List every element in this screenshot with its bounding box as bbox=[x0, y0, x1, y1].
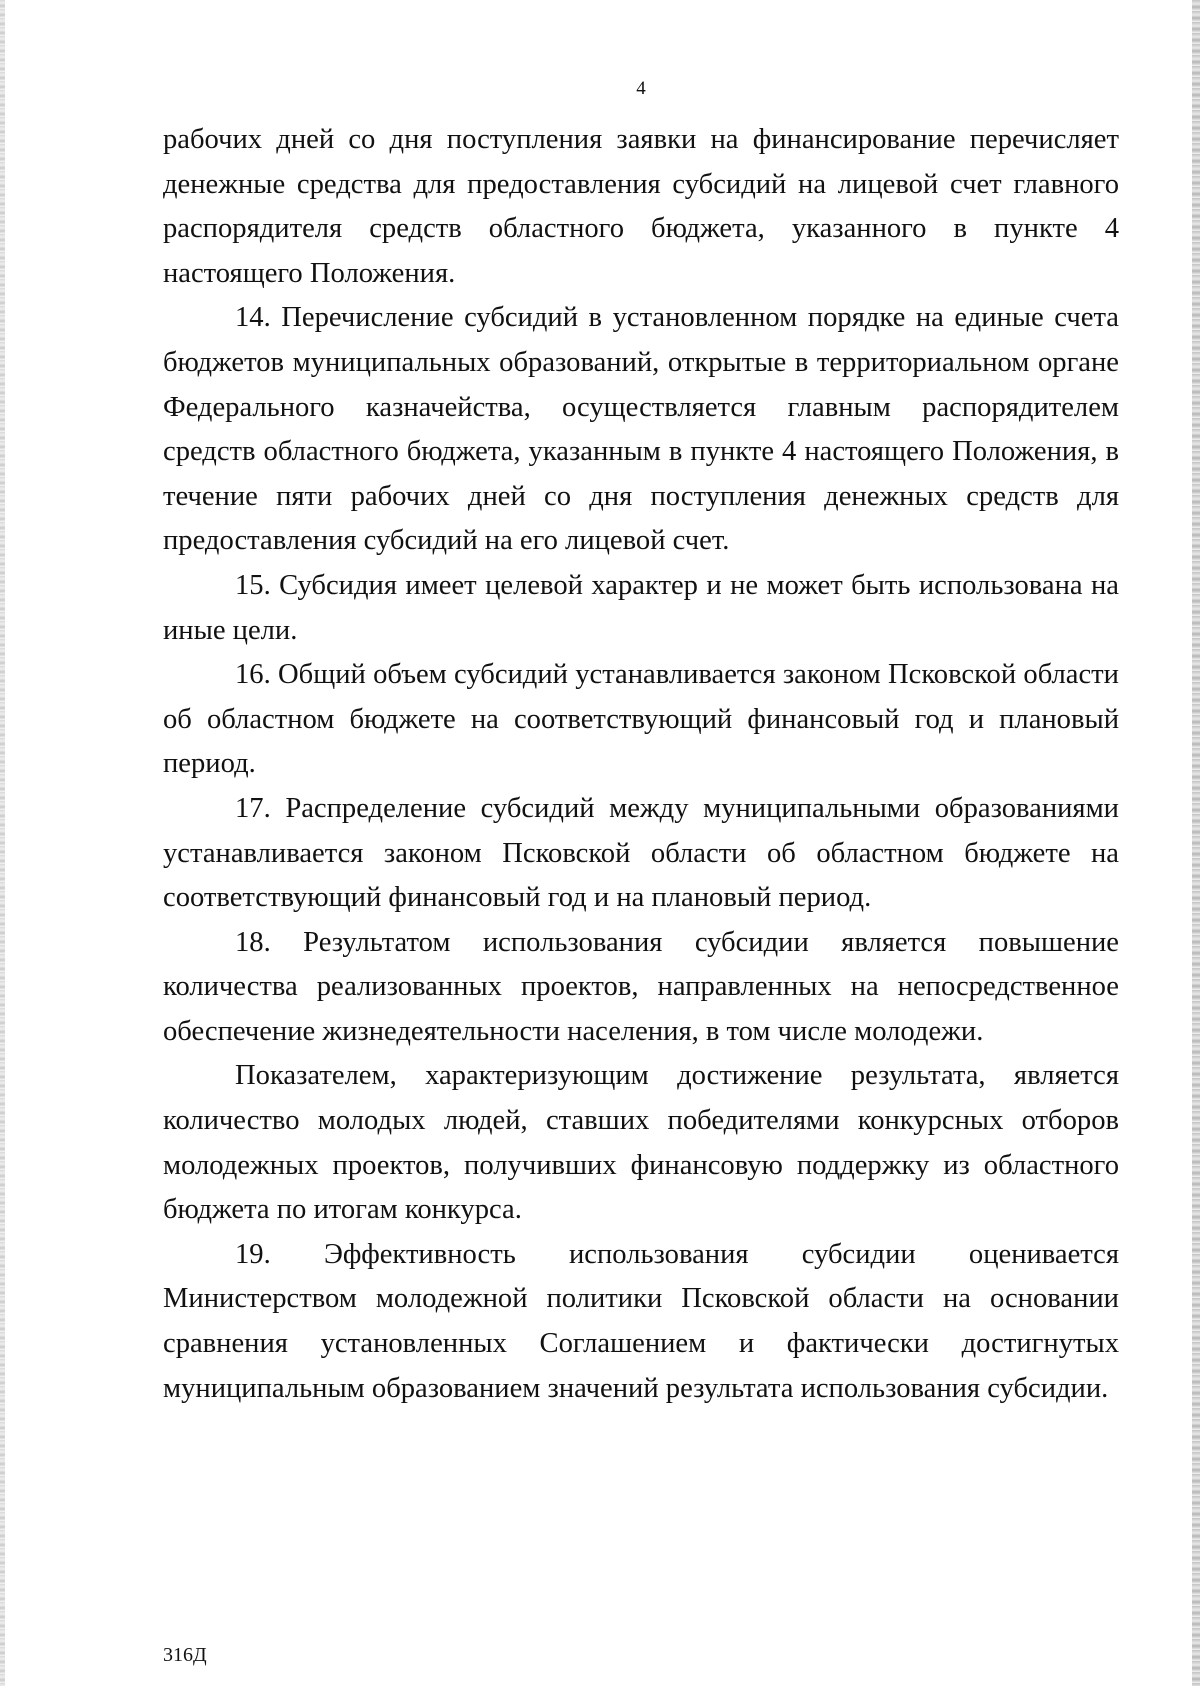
page-number: 4 bbox=[636, 78, 646, 99]
paragraph-continuation: рабочих дней со дня поступления заявки на финансирование перечисляет денежные средства для предоставления субсидий на лицевой счет главного распорядителя средств областного бюджета, указанного в пункте 4 настоящего Положения. bbox=[163, 124, 1119, 289]
document-code: 316Д bbox=[163, 1644, 207, 1666]
paragraph-indicator: Показателем, характеризующим достижение результата, является количество молодых людей, ставших победителями конкурсных отборов молодежных проектов, получивших финансовую поддержку из областного бюджета по итогам конкурса. bbox=[163, 1060, 1119, 1226]
paragraph-16: 16. Общий объем субсидий устанавливается законом Псковской области об областном бюджете на соответствующий финансовый год и плановый период. bbox=[163, 659, 1119, 780]
paragraph-15: 15. Субсидия имеет целевой характер и не может быть использована на иные цели. bbox=[163, 569, 1119, 646]
paragraph-17: 17. Распределение субсидий между муниципальными образованиями устанавливается законом Псковской области об областном бюджете на соответствующий финансовый год и на плановый период. bbox=[163, 792, 1119, 914]
document-body bbox=[163, 118, 1119, 1411]
paragraph-19: 19. Эффективность использования субсидии оценивается Министерством молодежной политики Псковской области на основании сравнения установленных Соглашением и фактически достигнутых муниципальным образованием значений результата использования субсидии. bbox=[163, 1238, 1119, 1404]
paragraph-14: 14. Перечисление субсидий в установленном порядке на единые счета бюджетов муниципальных образований, открытые в территориальном органе Федерального казначейства, осуществляется главным распорядителем средств областного бюджета, указанным в пункте 4 настоящего Положения, в течение пяти рабочих дней со дня поступления денежных средств для предоставления субсидий на его лицевой счет. bbox=[163, 302, 1119, 557]
paragraph-18: 18. Результатом использования субсидии является повышение количества реализованных проектов, направленных на непосредственное обеспечение жизнедеятельности населения, в том числе молодежи. bbox=[163, 926, 1119, 1047]
scan-edge-right bbox=[1192, 0, 1200, 1686]
scan-edge-left bbox=[0, 0, 5, 1686]
